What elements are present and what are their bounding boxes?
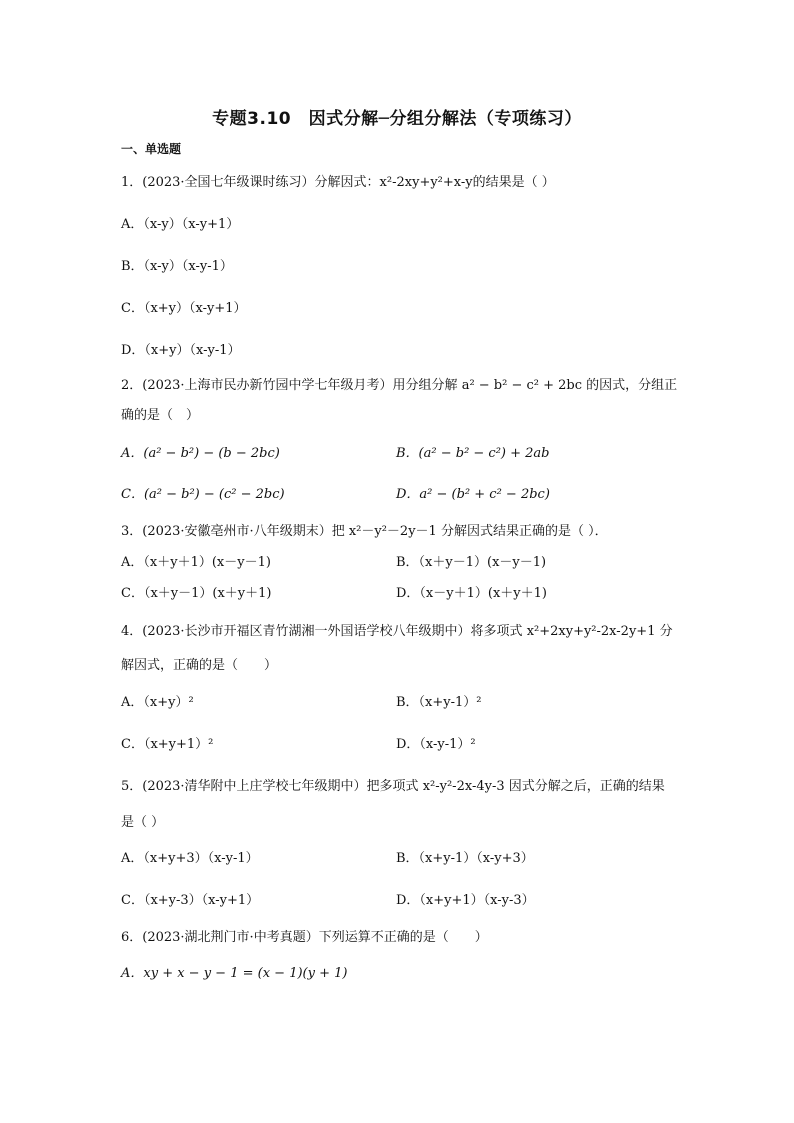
q4-option-a: A．（x+y）² xyxy=(121,695,194,710)
q1-option-d: D．（x+y）（x-y-1） xyxy=(121,343,241,358)
q1-option-c: C．（x+y）（x-y+1） xyxy=(121,301,247,316)
q3-option-d: D．（x－y＋1）(x＋y＋1) xyxy=(396,586,547,601)
q6-stem: 6．(2023·湖北荆门市·中考真题）下列运算不正确的是（ ） xyxy=(121,930,488,945)
q4-stem-line2: 解因式，正确的是（ ） xyxy=(121,658,278,673)
q4-stem-line1: 4．(2023·长沙市开福区青竹湖湘一外国语学校八年级期中）将多项式 x²+2xy+y²-2x-2y+1 分 xyxy=(121,624,673,639)
q6-option-a: A．xy + x − y − 1 = (x − 1)(y + 1) xyxy=(121,966,348,981)
q5-stem-line1: 5．(2023·清华附中上庄学校七年级期中）把多项式 x²-y²-2x-4y-3 因式分解之后，正确的结果 xyxy=(121,779,665,794)
q3-option-b: B．（x＋y－1）(x－y－1) xyxy=(396,555,547,570)
q2-option-b: B．(a² − b² − c²) + 2ab xyxy=(396,446,550,461)
q5-stem-line2: 是（ ） xyxy=(121,815,165,830)
q5-option-c: C．（x+y-3）（x-y+1） xyxy=(121,893,260,908)
q4-option-c: C．（x+y+1）² xyxy=(121,737,214,752)
q3-option-a: A．（x＋y＋1）(x－y－1) xyxy=(121,555,271,570)
q2-stem-line1: 2．(2023·上海市民办新竹园中学七年级月考）用分组分解 a² − b² − c² + 2bc 的因式，分组正 xyxy=(121,378,678,393)
q4-option-d: D．（x-y-1）² xyxy=(396,737,476,752)
q5-option-a: A．（x+y+3）（x-y-1） xyxy=(121,851,259,866)
q3-stem: 3．(2023·安徽亳州市·八年级期末）把 x²－y²－2y－1 分解因式结果正确的是（ ）． xyxy=(121,524,608,539)
q1-option-a: A．（x-y）（x-y+1） xyxy=(121,217,240,232)
page-title: 专题3.10 因式分解─分组分解法（专项练习） xyxy=(212,109,582,129)
q2-stem-line2: 确的是（ ） xyxy=(121,408,200,423)
q5-option-b: B．（x+y-1）（x-y+3） xyxy=(396,851,534,866)
q3-option-c: C．（x＋y－1）(x＋y＋1) xyxy=(121,586,272,601)
section-heading: 一、单选题 xyxy=(121,142,182,156)
q4-option-b: B．（x+y-1）² xyxy=(396,695,482,710)
q2-option-a: A．(a² − b²) − (b − 2bc) xyxy=(121,446,280,461)
q1-stem: 1．(2023·全国七年级课时练习）分解因式：x²-2xy+y²+x-y的结果是（ ） xyxy=(121,175,555,190)
q2-option-d: D．a² − (b² + c² − 2bc) xyxy=(396,487,550,502)
q1-option-b: B．（x-y）（x-y-1） xyxy=(121,259,233,274)
q2-option-c: C．(a² − b²) − (c² − 2bc) xyxy=(121,487,285,502)
q5-option-d: D．（x+y+1）（x-y-3） xyxy=(396,893,535,908)
